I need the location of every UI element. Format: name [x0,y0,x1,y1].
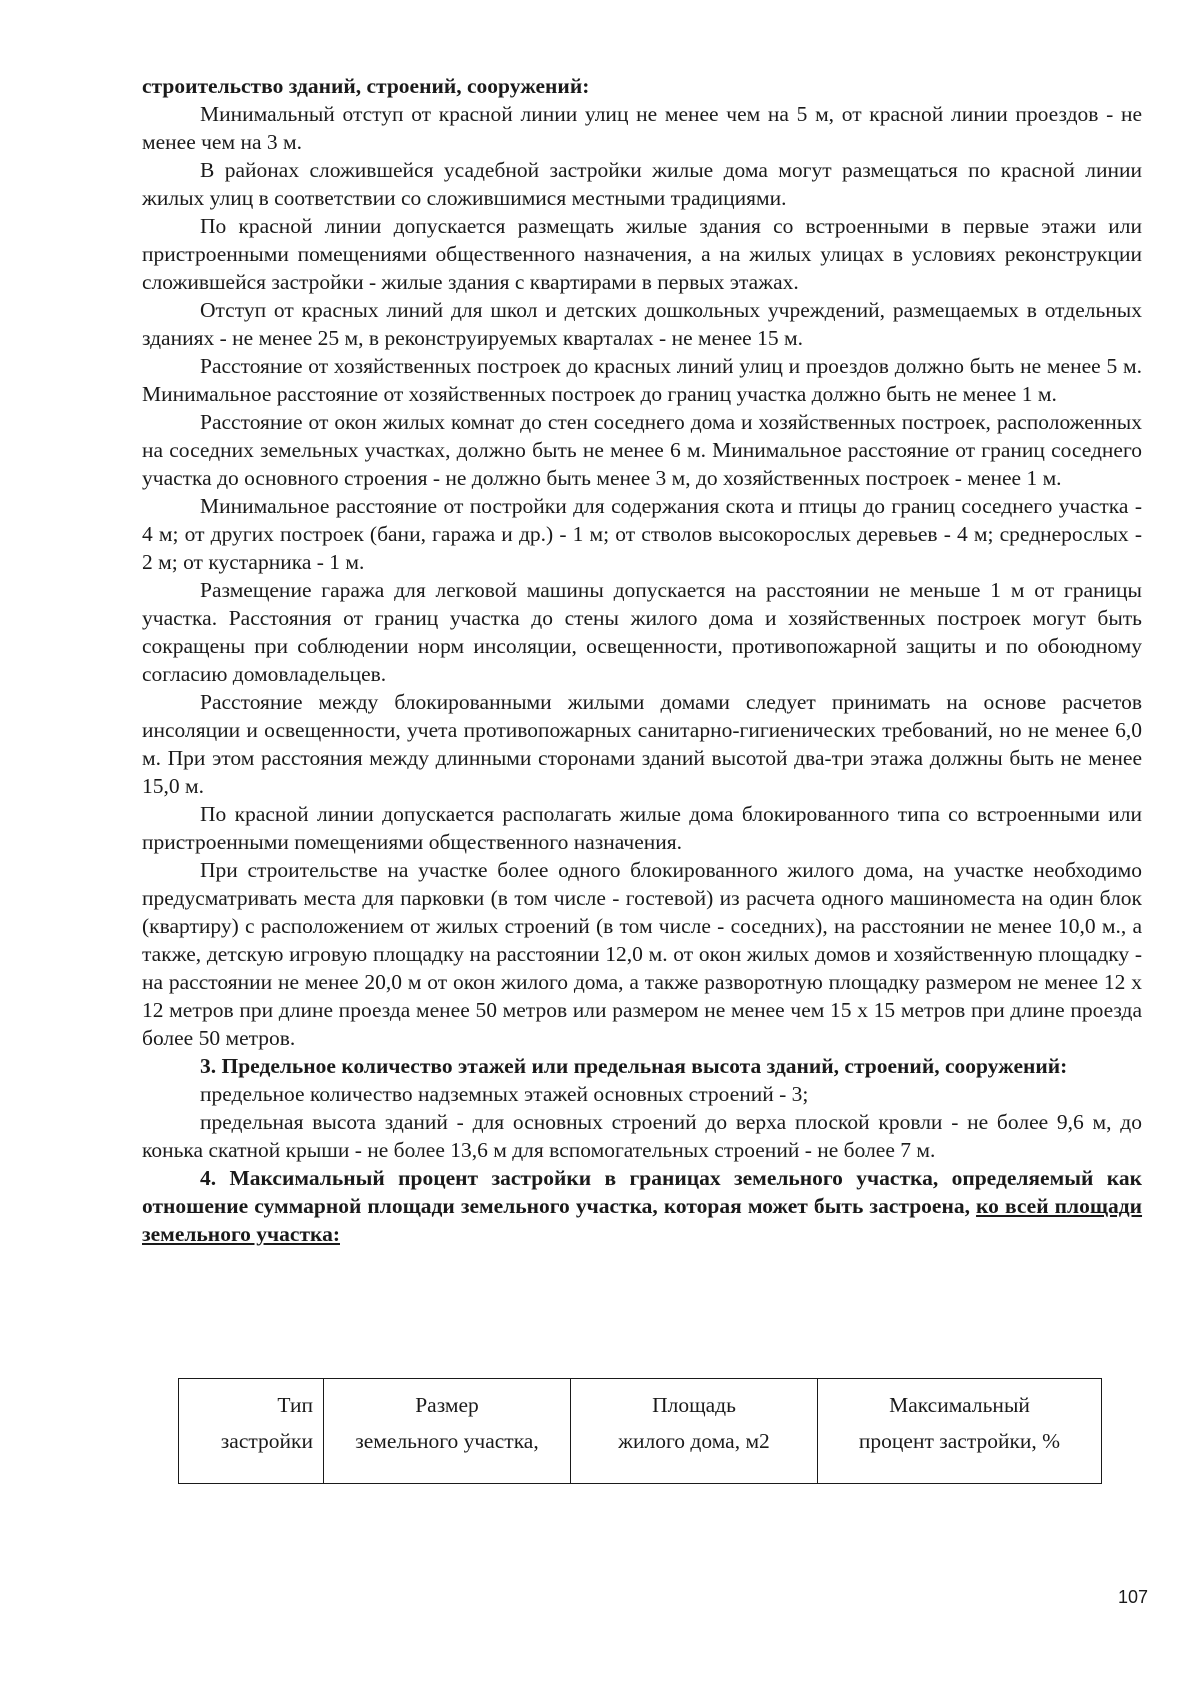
paragraph-2: В районах сложившейся усадебной застройки жилые дома могут размещаться по красной линии жилых улиц в соответствии со сложившимися местными традициями. [142,158,1142,210]
section-4-title-part1: 4. Максимальный процент застройки в границах земельного участка, определяемый как отношение суммарной площади земельного участка, которая может быть застроена, [142,1166,1142,1218]
paragraph-1: Минимальный отступ от красной линии улиц не менее чем на 5 м, от красной линии проездов - не менее чем на 3 м. [142,102,1142,154]
header-text: земельного участка, [355,1429,539,1453]
page-number: 107 [1118,1587,1149,1607]
paragraph-7: Минимальное расстояние от постройки для содержания скота и птицы до границ соседнего участка - 4 м; от других построек (бани, гаража и др.) - 1 м; от стволов высокорослых деревьев - 4 м; среднерослых - 2 м; от кустарника - 1 м. [142,494,1142,574]
header-cell-area [571,1379,818,1484]
header-text: Площадь [652,1393,736,1417]
building-area-table [178,1378,1102,1484]
table-header-row [179,1379,1102,1484]
section-3-item-2: предельная высота зданий - для основных строений до верха плоской кровли - не более 9,6 м, до конька скатной крыши - не более 13,6 м для вспомогательных строений - не более 7 м. [142,1110,1142,1162]
header-text: процент застройки, % [858,1429,1061,1453]
header-text: застройки [220,1429,313,1453]
paragraph-6: Расстояние от окон жилых комнат до стен соседнего дома и хозяйственных построек, расположенных на соседних земельных участках, должно быть не менее 6 м. Минимальное расстояние от границ соседнего участка до основного строения - не должно быть менее 3 м, до хозяйственных построек - менее 1 м. [142,410,1142,490]
paragraph-10: По красной линии допускается располагать жилые дома блокированного типа со встроенными или пристроенными помещениями общественного назначения. [142,802,1142,854]
section-heading-continuation: строительство зданий, строений, сооружений: [142,74,590,98]
section-4-title-part2: ко всей площади земельного участка: [142,1194,1143,1246]
header-text: Тип [277,1393,313,1417]
header-cell-percent [818,1379,1102,1484]
document-page [142,72,1142,1248]
section-3-title: 3. Предельное количество этажей или предельная высота зданий, строений, сооружений: [200,1054,1068,1078]
header-text: жилого дома, м2 [618,1429,770,1453]
paragraph-5: Расстояние от хозяйственных построек до красных линий улиц и проездов должно быть не менее 5 м. Минимальное расстояние от хозяйственных построек до границ участка должно быть не менее 1 м. [142,354,1142,406]
header-text: Максимальный [889,1393,1030,1417]
paragraph-11: При строительстве на участке более одного блокированного жилого дома, на участке необходимо предусматривать места для парковки (в том числе - гостевой) из расчета одного машиноместа на один блок (квартиру) с расположением от жилых строений (в том числе - соседних), на расстоянии не менее 10,0 м., а также, детскую игровую площадку на расстоянии 12,0 м. от окон жилых домов и хозяйственную площадку - на расстоянии не менее 20,0 м от окон жилого дома, а также разворотную площадку размером не менее 12 х 12 метров при длине проезда менее 50 метров или размером не менее чем 15 х 15 метров при длине проезда более 50 метров. [142,858,1142,1050]
header-cell-type [179,1379,324,1484]
paragraph-4: Отступ от красных линий для школ и детских дошкольных учреждений, размещаемых в отдельных зданиях - не менее 25 м, в реконструируемых кварталах - не менее 15 м. [142,298,1142,350]
paragraph-3: По красной линии допускается размещать жилые здания со встроенными в первые этажи или пристроенными помещениями общественного назначения, а на жилых улицах в условиях реконструкции сложившейся застройки - жилые здания с квартирами в первых этажах. [142,214,1142,294]
paragraph-8: Размещение гаража для легковой машины допускается на расстоянии не меньше 1 м от границы участка. Расстояния от границ участка до стены жилого дома и хозяйственных построек могут быть сокращены при соблюдении норм инсоляции, освещенности, противопожарной защиты и по обоюдному согласию домовладельцев. [142,578,1142,686]
header-cell-size [324,1379,571,1484]
section-4-title [142,1164,1142,1248]
section-3-item-1: предельное количество надземных этажей основных строений - 3; [200,1082,809,1106]
paragraph-9: Расстояние между блокированными жилыми домами следует принимать на основе расчетов инсоляции и освещенности, учета противопожарных санитарно-гигиенических требований, но не менее 6,0 м. При этом расстояния между длинными сторонами зданий высотой два-три этажа должны быть не менее 15,0 м. [142,690,1142,798]
header-text: Размер [415,1393,479,1417]
